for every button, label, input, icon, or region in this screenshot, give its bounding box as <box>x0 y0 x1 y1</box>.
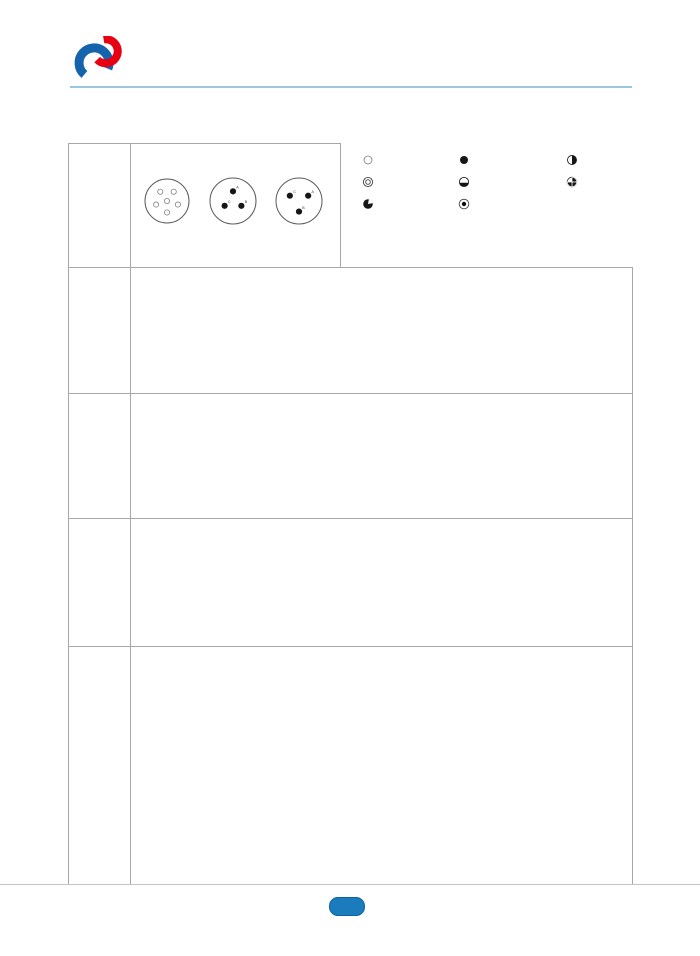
grid-line <box>68 267 633 268</box>
company-logo-icon <box>72 36 126 82</box>
symbol-legend <box>352 143 692 223</box>
company-logo <box>72 36 133 82</box>
legend-item-8c <box>458 198 566 210</box>
12-contact-icon <box>566 176 578 188</box>
svg-text:C: C <box>293 189 296 194</box>
page-number-badge <box>329 897 365 916</box>
4-contact-icon <box>458 176 470 188</box>
legend-item-12 <box>566 176 678 188</box>
grid-line <box>68 646 633 647</box>
legend-item-4 <box>458 176 566 188</box>
grid-line <box>340 143 341 267</box>
legend-item-8p <box>362 198 458 210</box>
grid-line <box>68 518 633 519</box>
8p-contact-icon <box>362 198 374 210</box>
legend-item-10 <box>362 176 458 188</box>
connector-diagram <box>266 176 332 226</box>
grid-line <box>68 393 633 394</box>
shell-size-label <box>69 267 130 393</box>
legend-item-20 <box>458 154 566 166</box>
connector-09-35 <box>134 162 200 232</box>
legend-item-16 <box>566 154 678 166</box>
20-contact-icon <box>458 154 470 166</box>
10-contact-icon <box>362 176 374 188</box>
connector-09-03 <box>200 162 266 232</box>
22d-contact-icon <box>362 154 374 166</box>
connector-09-98 <box>266 162 332 232</box>
footer-divider <box>0 884 700 885</box>
grid-line <box>130 143 131 884</box>
header-divider <box>70 86 632 88</box>
grid-line <box>632 267 633 884</box>
shell-size-label <box>69 143 130 267</box>
connector-diagram <box>134 176 200 226</box>
16-contact-icon <box>566 154 578 166</box>
svg-text:A: A <box>311 189 314 194</box>
legend-item-22d <box>362 154 458 166</box>
connector-row <box>134 162 332 232</box>
legend-items <box>362 154 692 210</box>
svg-text:B: B <box>244 200 248 204</box>
svg-text:C: C <box>228 200 231 204</box>
svg-text:A: A <box>236 185 239 190</box>
8c-contact-icon <box>458 198 470 210</box>
connector-diagram <box>200 176 266 226</box>
svg-text:B: B <box>302 205 305 210</box>
